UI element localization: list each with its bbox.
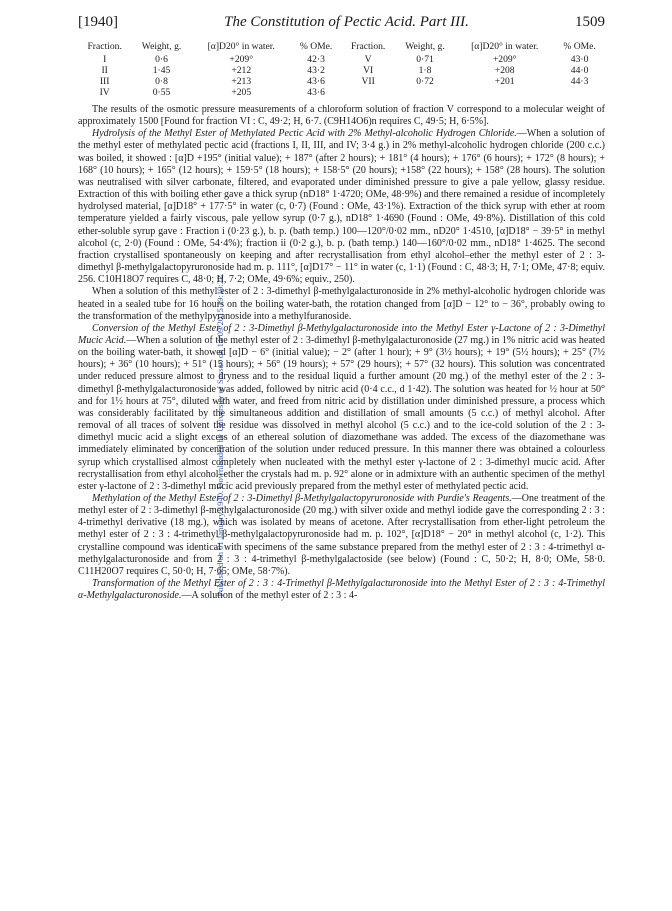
- year: [1940]: [78, 14, 118, 30]
- page-header: [78, 14, 605, 31]
- table-cell: 43·2: [307, 65, 325, 76]
- article-body: [78, 104, 605, 602]
- table-cell: VI: [363, 65, 374, 76]
- table-cell: II: [101, 65, 108, 76]
- table-cell: 0·55: [152, 87, 171, 98]
- col-header: Weight, g.: [405, 41, 445, 52]
- table-cell: +205: [231, 87, 252, 98]
- table-row: [78, 76, 605, 87]
- table-cell: III: [99, 76, 110, 87]
- paragraph-text: —A solution of the methyl ester of 2 : 3 : 4-: [181, 590, 358, 602]
- table-cell: +208: [494, 65, 515, 76]
- col-header: % OMe.: [563, 41, 596, 52]
- col-header: [α]D20° in water.: [207, 41, 275, 52]
- page-number: 1509: [575, 14, 605, 30]
- table-cell: 44·0: [570, 65, 589, 76]
- table-cell: 0·72: [416, 76, 434, 87]
- table-cell: [455, 87, 554, 98]
- paragraph-heading: Transformation of the Methyl Ester of 2 : 3 : 4-Trimethyl β-Methylgalacturonoside into the Methyl Ester of 2 : 3 : 4-Trimethyl α-Methylgalacturonoside.: [78, 578, 605, 602]
- table-cell: IV: [99, 87, 110, 98]
- table-cell: V: [364, 54, 372, 65]
- col-header: % OMe.: [299, 41, 333, 52]
- col-header: Fraction.: [350, 41, 386, 52]
- paragraph-text: —One treatment of the methyl ester of 2 : 3-dimethyl β-methylgalacturonoside (20 mg.) with silver oxide and methyl iodide gave the corresponding 2 : 3 : 4-trimethyl derivative (18 mg.), which was isolated by means of acetone. After recrystallisation from ether-light petroleum the methyl ester of 2 : 3 : 4-trimethyl β-methylgalactopyruronoside had m. p. 102°, [α]D18° − 20° in methyl alcohol (c, 1·2). This crystalline compound was identical with specimens of the same substance prepared from the methyl ester of 2 : 3 : 4-trimethyl α-methylgalacturonoside and from 2 : 3 : 4-trimethyl β-methylgalactoside (see below) (Found : C, 50·2; H, 8·0; OMe, 58·0. C11H20O7 requires C, 50·0; H, 7·65; OMe, 58·7%).: [78, 493, 605, 577]
- paragraph-heading: Methylation of the Methyl Ester of 2 : 3-Dimethyl β-Methylgalactopyruronoside with Purdie's Reagents.: [92, 493, 512, 504]
- table-cell: 44·3: [570, 76, 589, 87]
- table-row: [78, 87, 605, 98]
- paragraph: [78, 104, 605, 128]
- table-header-row: [78, 41, 605, 54]
- col-header: Weight, g.: [141, 41, 182, 52]
- table-cell: +209°: [492, 54, 517, 65]
- table-cell: 0·6: [155, 54, 168, 65]
- table-cell: +213: [231, 76, 252, 87]
- table-cell: +201: [494, 76, 515, 87]
- paragraph: [78, 286, 605, 322]
- table-cell: +209°: [229, 54, 254, 65]
- table-cell: 42·3: [307, 54, 325, 65]
- table-cell: [341, 87, 394, 98]
- table-cell: I: [103, 54, 107, 65]
- paragraph-text: When a solution of this methyl ester of 2 : 3-dimethyl β-methylgalacturonoside in 2% methyl-alcoholic hydrogen chloride was heated in a sealed tube for 16 hours on the boiling water-bath, the rotation changed from [α]D − 12° to − 36°, probably owing to the transformation of the methylpyranoside into a methylfuranoside.: [78, 286, 605, 322]
- table-cell: 43·6: [307, 76, 325, 87]
- fractions-table: [78, 41, 605, 98]
- paragraph-text: —When a solution of the methyl ester of methylated pectic acid (fractions I, II, III, and IV; 3·4 g.) in 2% methyl-alcoholic hydrogen chloride (200 c.c.) was boiled, it showed : [α]D +195° (initial value); + 187° (after 2 hours); + 181° (4 hours); + 176° (6 hours); + 172° (8 hours); + 168° (10 hours); + 165° (12 hours); + 159·5° (18 hours); + 158·5° (20 hours); +158° (22 hours); + 158° (28 hours). The solution was neutralised with silver carbonate, filtered, and evaporated under diminished pressure to give a pale yellow, glassy residue. Extraction of this with boiling ether gave a thick syrup (nD18° 1·4720; OMe, 48·9%) and there remained a residue of incompletely hydrolysed material, [α]D18° + 177·5° in water (c, 0·7) (Found : OMe, 43·1%). Extraction of the thick syrup with ether at room temperature yielded a fairly viscous, pale yellow syrup (0·7 g.), nD18° 1·4690 (Found : OMe, 49·8%). Distillation of this cold ether-soluble syrup gave : Fraction i (0·23 g.), b. p. (bath temp.) 100—120°/0·02 mm., nD20° 1·4510, [α]D18° − 39·5° in methyl alcohol (c, 2·0) (Found : OMe, 54·4%); fraction ii (0·2 g.), b. p. (bath temp.) 140—160°/0·02 mm., nD18° 1·4625. The second fraction crystallised spontaneously on keeping and after recrystallisation from ethyl alcohol–ether the methyl ester of 2 : 3-dimethyl β-methylgalactopyruronoside had m. p. 111°, [α]D17° − 11° in water (c, 1·1) (Found : C, 48·3; H, 7·1; OMe, 47·8; equiv. 256. C10H18O7 requires C, 48·0; H, 7·2; OMe, 49·6%; equiv., 250).: [78, 128, 606, 286]
- table-cell: +212: [231, 65, 252, 76]
- paragraph-text: The results of the osmotic pressure measurements of a chloroform solution of fraction V correspond to a molecular weight of approximately 1500 [Found for fraction VI : C, 49·2; H, 6·7. (C9H14O6)n requires C, 49·5; H, 6·5%].: [78, 104, 605, 128]
- table-cell: 0·8: [155, 76, 168, 87]
- col-header: [α]D20° in water.: [471, 41, 539, 52]
- table-cell: 0·71: [416, 54, 434, 65]
- paragraph: [78, 323, 605, 493]
- table-cell: 1·8: [418, 65, 432, 76]
- paragraph-heading: Conversion of the Methyl Ester of 2 : 3-Dimethyl β-Methylgalacturonoside into the Methyl Ester γ-Lactone of 2 : 3-Dimethyl Mucic Acid.: [78, 322, 605, 346]
- paragraph-text: —When a solution of the methyl ester of 2 : 3-dimethyl β-methylgalacturonoside (27 mg.) in 1% nitric acid was heated on the boiling water-bath, it showed [α]D − 6° (initial value); − 2° (after 1 hour); + 9° (3½ hours); + 19° (5½ hours); + 25° (7½ hours); + 36° (10 hours); + 51° (15 hours); + 56° (19 hours); + 57° (29 hours); + 57° (32 hours). This solution was concentrated under reduced pressure almost to dryness and to the residual liquid a further amount (20 mg.) of the methyl ester of the 2 : 3-dimethyl β-methylgalacturonoside was added, followed by nitric acid (0·4 c.c., d 1·42). The solution was heated for ½ hour at 50° and for 1½ hours at 75°, diluted with water, and freed from nitric acid by distillation under diminished pressure, a process which was considerably facilitated by the simultaneous addition and distillation of small amounts (5 c.c.) of methyl alcohol. After removal of all traces of solvent the residue was dissolved in methyl alcohol (5 c.c.) and to the ice-cold solution of the 2 : 3-dimethyl mucic acid a slight excess of an ethereal solution of diazomethane was added. The excess of the diazomethane was immediately eliminated by concentration of the solution under reduced pressure. In this manner there was obtained a colourless syrup which crystallised almost completely when nucleated with the methyl ester γ-lactone of 2 : 3-dimethyl mucic acid. After recrystallisation from ethyl alcohol–ether the crystals had m. p. 92° alone or in admixture with an authentic specimen of the methyl ester γ-lactone of 2 : 3-dimethyl mucic acid previously prepared from the methyl ester of methylated pectic acid.: [78, 334, 605, 492]
- download-notice: Published on 01 January 1940. Downloaded by University of Sussex on 14/09/2015 19:19:22.: [215, 273, 225, 597]
- table-cell: 43·0: [570, 54, 589, 65]
- table-cell: 1·45: [152, 65, 171, 76]
- table-cell: [554, 87, 605, 98]
- paragraph-heading: Hydrolysis of the Methyl Ester of Methylated Pectic Acid with 2% Methyl-alcoholic Hydrogen Chloride.: [92, 128, 517, 140]
- paragraph: [78, 128, 605, 286]
- journal-page: [78, 14, 605, 602]
- table-row: [78, 54, 605, 65]
- table-cell: 43·6: [307, 87, 325, 98]
- paragraph: [78, 493, 605, 578]
- table-cell: VII: [361, 76, 375, 87]
- col-header: Fraction.: [87, 41, 122, 52]
- table-cell: [395, 87, 455, 98]
- table-row: [78, 65, 605, 76]
- paragraph: [78, 578, 605, 602]
- running-title: The Constitution of Pectic Acid. Part III.: [224, 14, 469, 30]
